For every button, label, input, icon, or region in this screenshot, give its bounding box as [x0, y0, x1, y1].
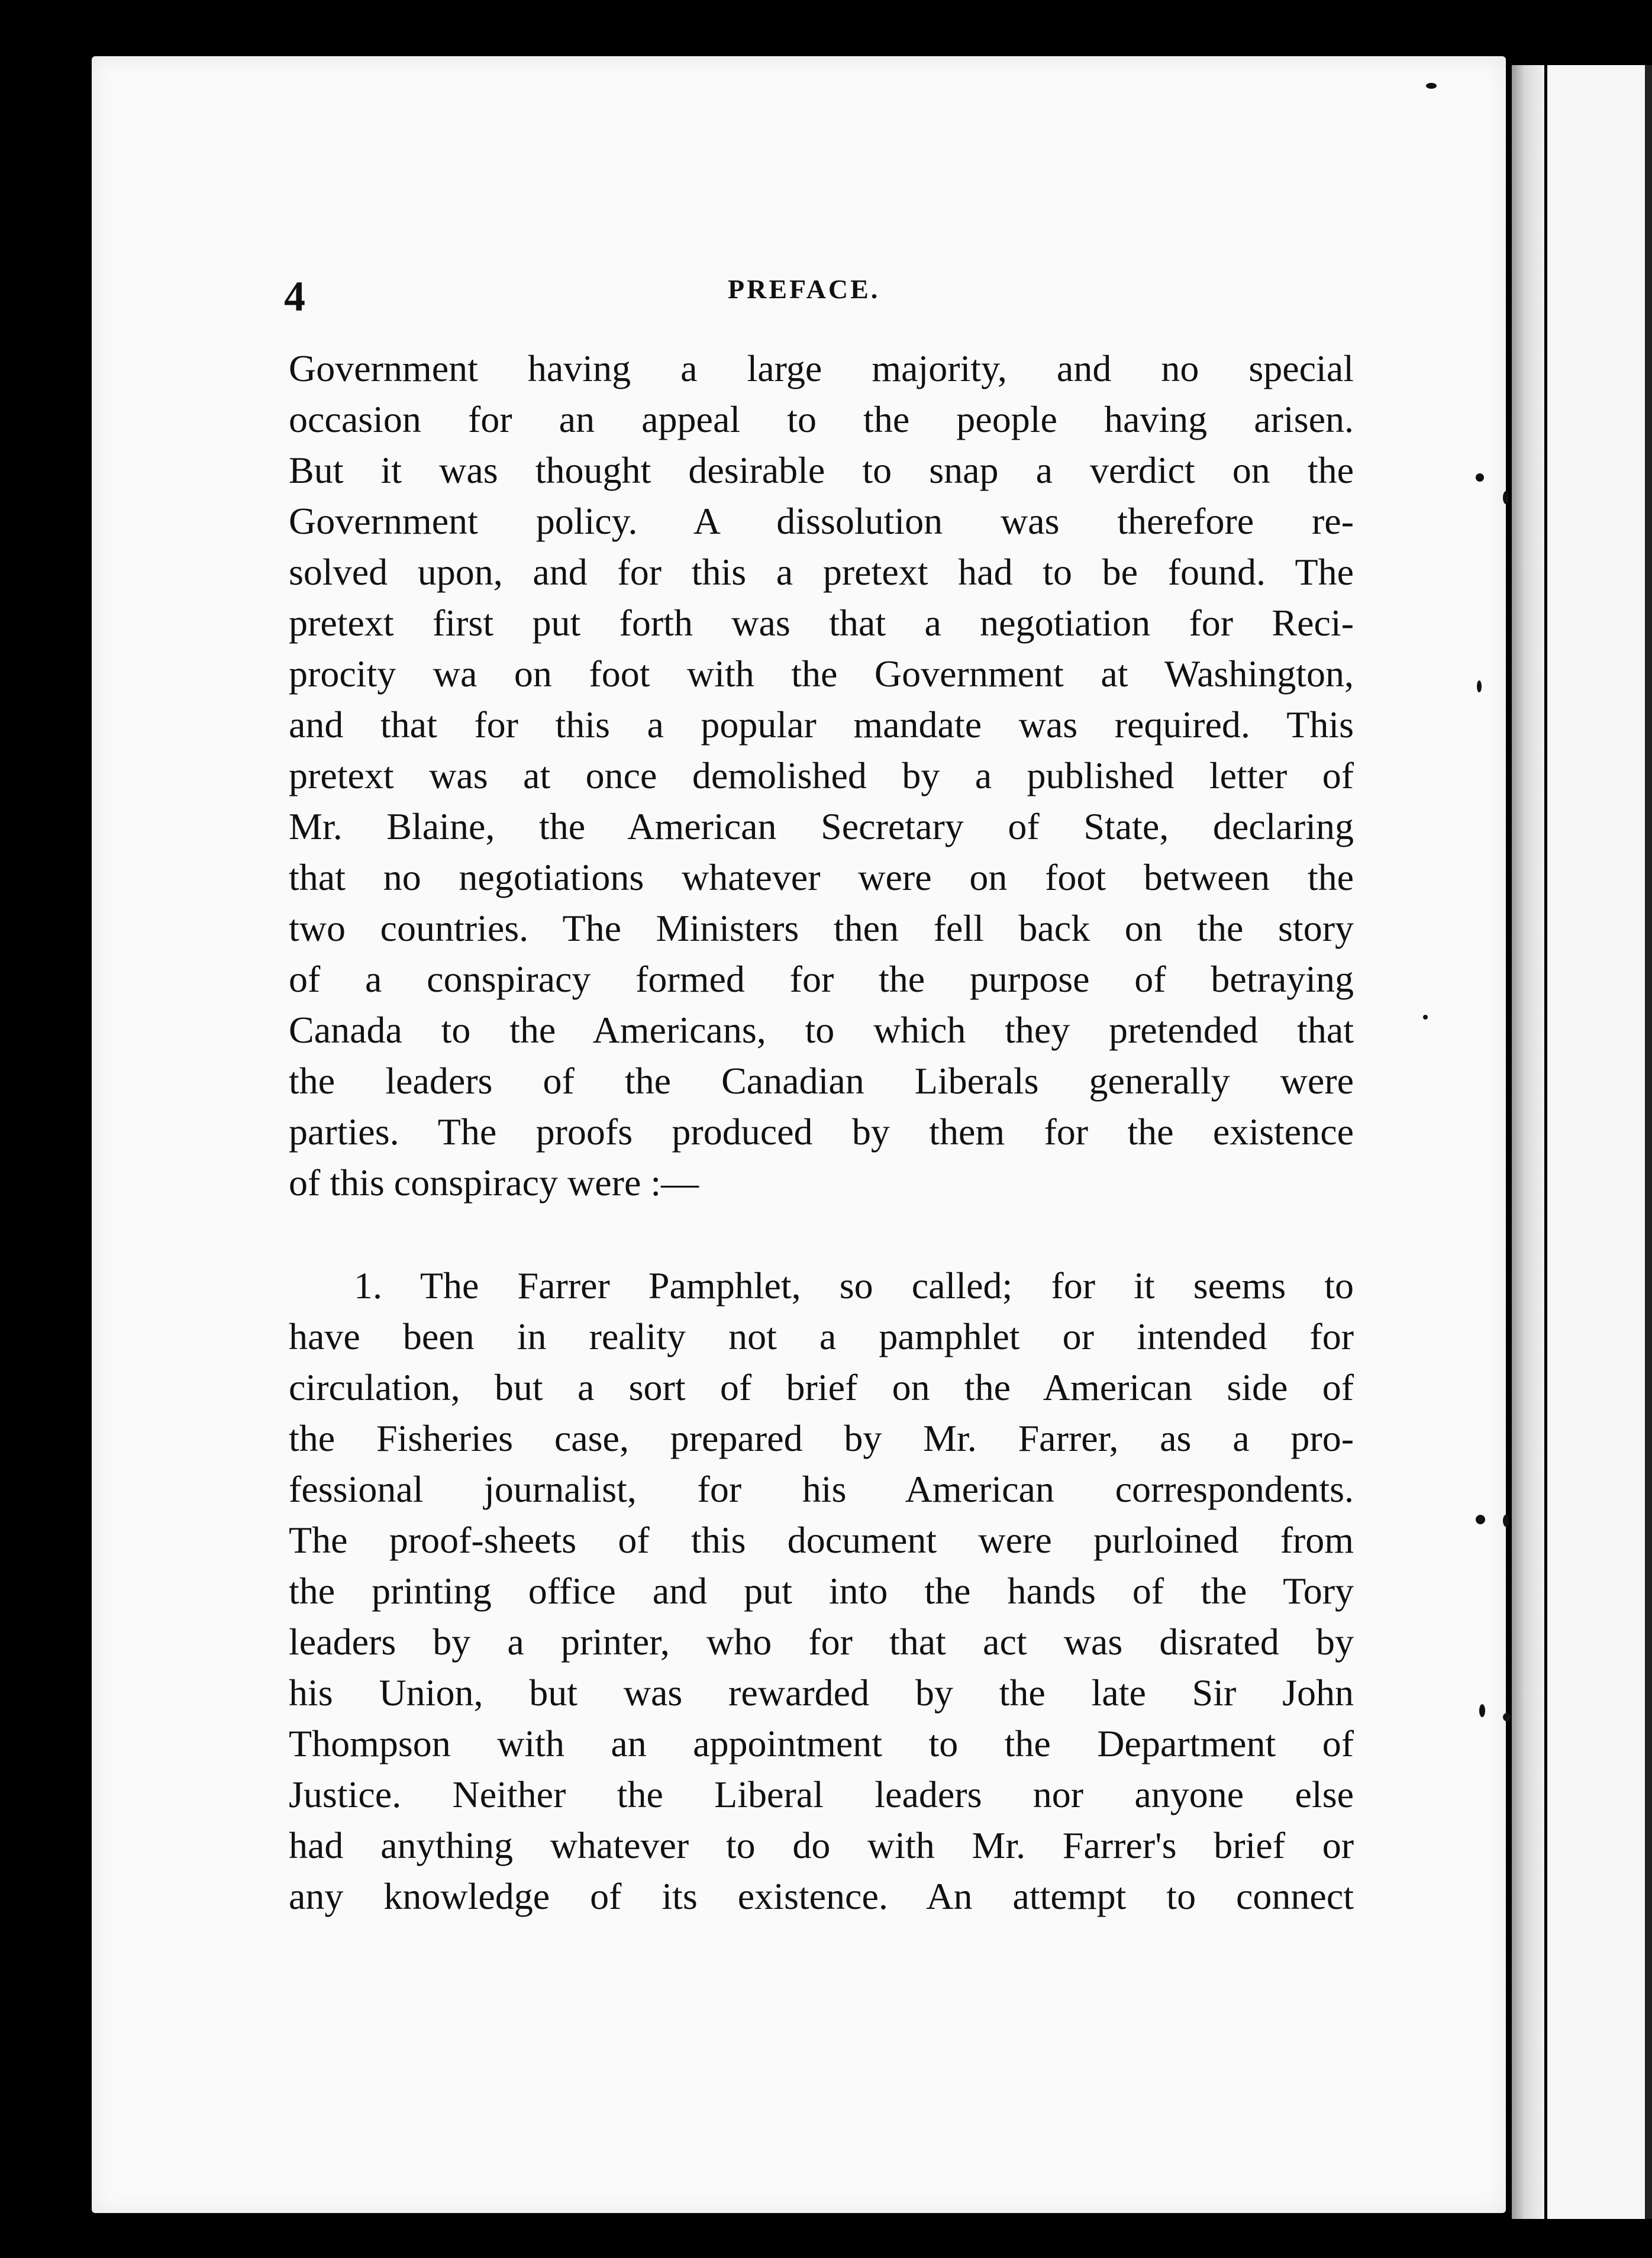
text-line: solved upon, and for this a pretext had to be found. The	[289, 551, 1354, 593]
scan-speck	[1503, 491, 1509, 504]
text-line: his Union, but was rewarded by the late Sir John	[289, 1672, 1354, 1714]
text-line: had anything whatever to do with Mr. Farrer's brief or	[289, 1824, 1354, 1866]
text-line: pretext was at once demolished by a published letter of	[289, 754, 1354, 796]
scan-speck	[1503, 1713, 1511, 1721]
text-line: circulation, but a sort of brief on the American side of	[289, 1366, 1354, 1408]
text-line: Mr. Blaine, the American Secretary of State, declaring	[289, 805, 1354, 847]
text-line: pretext first put forth was that a negotiation for Reci-	[289, 602, 1354, 644]
paragraph	[289, 1260, 1354, 1922]
text-line: two countries. The Ministers then fell back on the story	[289, 907, 1354, 949]
text-line: that no negotiations whatever were on foot between the	[289, 856, 1354, 898]
text-line: procity wa on foot with the Government at Washington,	[289, 653, 1354, 695]
scan-speck	[1479, 1704, 1485, 1717]
scan-border	[1645, 65, 1652, 2219]
scan-speck	[1477, 680, 1482, 692]
text-line: Thompson with an appointment to the Department of	[289, 1722, 1354, 1765]
text-line: of this conspiracy were :—	[289, 1162, 699, 1204]
scan-speck	[1476, 1515, 1485, 1524]
text-line: But it was thought desirable to snap a verdict on the	[289, 449, 1354, 491]
adjacent-page-edge	[1547, 65, 1645, 2219]
scan-speck	[1503, 1515, 1509, 1527]
text-line: leaders by a printer, who for that act was disrated by	[289, 1621, 1354, 1663]
text-line: of a conspiracy formed for the purpose of betraying	[289, 958, 1354, 1000]
paragraph	[289, 343, 1354, 1208]
text-line: 1. The Farrer Pamphlet, so called; for it seems to	[354, 1265, 1354, 1307]
text-line: parties. The proofs produced by them for the existence	[289, 1111, 1354, 1153]
text-line: Government having a large majority, and no special	[289, 347, 1354, 389]
text-line: any knowledge of its existence. An attempt to connect	[289, 1875, 1354, 1917]
page-number: 4	[284, 273, 305, 320]
scan-speck	[1426, 83, 1437, 89]
text-line: Canada to the Americans, to which they pretended that	[289, 1009, 1354, 1051]
text-line: fessional journalist, for his American correspondents.	[289, 1468, 1354, 1510]
running-head: PREFACE.	[728, 274, 880, 304]
text-line: have been in reality not a pamphlet or intended for	[289, 1315, 1354, 1357]
text-line: the printing office and put into the hands of the Tory	[289, 1570, 1354, 1612]
scan-speck	[1476, 473, 1484, 482]
text-line: the leaders of the Canadian Liberals generally were	[289, 1060, 1354, 1102]
page-edge-shadow	[1512, 65, 1544, 2219]
text-line: Justice. Neither the Liberal leaders nor anyone else	[289, 1773, 1354, 1815]
text-line: The proof-sheets of this document were purloined from	[289, 1519, 1354, 1561]
scan-speck	[1423, 1015, 1428, 1020]
text-line: and that for this a popular mandate was required. This	[289, 704, 1354, 746]
text-line: the Fisheries case, prepared by Mr. Farrer, as a pro-	[289, 1417, 1354, 1459]
text-line: Government policy. A dissolution was therefore re-	[289, 500, 1354, 542]
text-line: occasion for an appeal to the people having arisen.	[289, 398, 1354, 440]
